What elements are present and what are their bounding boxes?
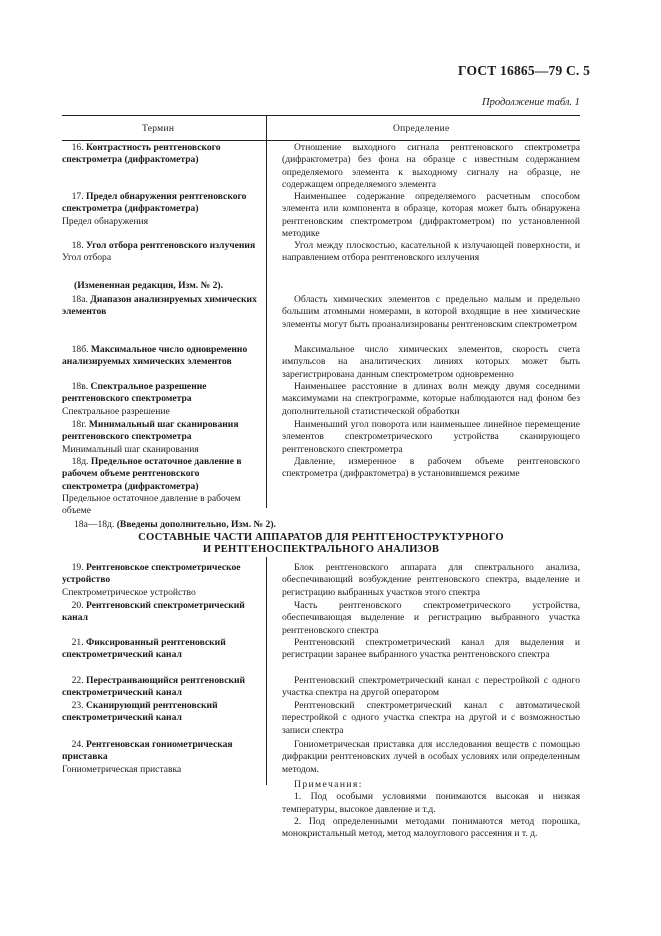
term-19: 19. Рентгеновское спектрометрическое устройство Спектрометрическое устройство <box>62 562 260 599</box>
column-divider-lower <box>266 557 267 785</box>
term-18v-name: Спектральное разрешение рентгеновского спектрометра <box>62 381 207 405</box>
added-note-text: (Введены дополнительно, Изм. № 2). <box>116 519 276 530</box>
term-17-name: Предел обнаружения рентгеновского спектрометра (дифрактометра) <box>62 191 247 215</box>
term-18-name: Угол отбора рентгеновского излучения <box>86 240 256 251</box>
term-19-name: Рентгеновское спектрометрическое устройство <box>62 562 241 586</box>
section-title-line-2: И РЕНТГЕНОСПЕКТРАЛЬНОГО АНАЛИЗОВ <box>202 544 440 555</box>
term-24: 24. Рентгеновская гониометрическая приставка Гониометрическая приставка <box>62 739 260 776</box>
term-23-name: Сканирующий рентгеновский спектрометрический канал <box>62 700 218 724</box>
term-17-short: Предел обнаружения <box>62 215 149 227</box>
table-top-rule <box>62 115 580 116</box>
table-continuation-label: Продолжение табл. 1 <box>482 97 580 108</box>
column-header-definition: Определение <box>393 124 450 134</box>
column-divider-upper <box>266 115 267 508</box>
term-22: 22. Перестраивающийся рентгеновский спектрометрический канал <box>62 675 246 699</box>
added-note-range: 18а—18д. <box>74 519 115 530</box>
section-title-line-1: СОСТАВНЫЕ ЧАСТИ АППАРАТОВ ДЛЯ РЕНТГЕНОСТРУКТУРНОГО <box>138 532 504 543</box>
term-21-name: Фиксированный рентгеновский спектрометрический канал <box>62 637 226 661</box>
term-21: 21. Фиксированный рентгеновский спектрометрический канал <box>62 637 226 661</box>
edit-note: (Измененная редакция, Изм. № 2). <box>74 280 224 291</box>
column-header-term: Термин <box>142 124 175 134</box>
term-24-name: Рентгеновская гониометрическая приставка <box>62 739 233 763</box>
term-18-short: Угол отбора <box>62 252 112 264</box>
note-1: 1. Под особыми условиями понимаются высокая и низкая температуры, высокое давление и т.д. <box>282 791 580 815</box>
term-16-name: Контрастность рентгеновского спектрометра (дифрактометра) <box>62 142 221 166</box>
term-18v: 18в. Спектральное разрешение рентгеновского спектрометра Спектральное разрешение <box>62 381 260 418</box>
definition-18g: Наименьший угол поворота или наименьшее линейное перемещение элементов спектрометрического устройства сканирующего рентгеновского спектрометра <box>282 419 580 455</box>
term-18a-name: Диапазон анализируемых химических элементов <box>62 294 257 318</box>
term-20: 20. Рентгеновский спектрометрический канал <box>62 600 245 624</box>
notes-heading: Примечания: <box>294 779 363 790</box>
term-18v-short: Спектральное разрешение <box>62 405 170 417</box>
table-header-rule <box>62 140 580 141</box>
term-18g-name: Минимальный шаг сканирования рентгеновского спектрометра <box>62 419 239 443</box>
definition-21: Рентгеновский спектрометрический канал для выделения и регистрации заранее выбранного участка рентгеновского спектра <box>282 637 580 661</box>
term-19-short: Спектрометрическое устройство <box>62 586 196 598</box>
definition-18a: Область химических элементов с предельно малым и предельно большим атомными номерами, в которой входящие в нее химические элементы могут быть проанализированы рентгеновским спектрометром <box>282 294 580 330</box>
definition-18: Угол между плоскостью, касательной к излучающей поверхности, и направлением отбора рентгеновского излучения <box>282 240 580 264</box>
term-18d: 18д. Предельное остаточное давление в рабочем объеме рентгеновского спектрометра (дифрактометра) Предельное остаточное давление в рабочем объеме <box>62 456 260 517</box>
notes <box>282 779 580 840</box>
definition-17: Наименьшее содержание определяемого расчетным способом элемента или компонента в образце, которая может быть обнаружена рентгеновским спектрометром (дифрактометром) по установленной методике <box>282 191 580 239</box>
definition-22: Рентгеновский спектрометрический канал с перестройкой с одного участка спектра на другой оператором <box>282 675 580 699</box>
term-18g-short: Минимальный шаг сканирования <box>62 443 199 455</box>
definition-23: Рентгеновский спектрометрический канал с автоматической перестройкой с одного участка спектра на другой и с возможностью записи спектра <box>282 700 580 736</box>
note-2: 2. Под определенными методами понимаются метод порошка, монокристальный метод, метод малоуглового рассеяния и т. д. <box>282 815 580 840</box>
document-id: ГОСТ 16865—79 С. 5 <box>458 63 591 78</box>
term-18d-name: Предельное остаточное давление в рабочем объеме рентгеновского спектрометра (дифрактометра) <box>62 456 242 492</box>
definition-18b: Максимальное число химических элементов, скорость счета импульсов на аналитических линиях которых может быть зарегистрирована данным спектрометром одновременно <box>282 344 580 380</box>
definition-19: Блок рентгеновского аппарата для спектрального анализа, обеспечивающий возбуждение рентгеновского спектра, выделение и регистрацию выбранных участков этого спектра <box>282 562 580 598</box>
definition-18d: Давление, измеренное в рабочем объеме рентгеновского спектрометра (дифрактометра) в установившемся режиме <box>282 456 580 480</box>
term-18a: 18а. Диапазон анализируемых химических элементов <box>62 294 257 318</box>
term-18g: 18г. Минимальный шаг сканирования рентгеновского спектрометра Минимальный шаг сканирования <box>62 419 260 456</box>
definition-20: Часть рентгеновского спектрометрического устройства, обеспечивающая выделение и регистрацию выбранного участка рентгеновского спектра <box>282 600 580 636</box>
term-18d-short: Предельное остаточное давление в рабочем объеме <box>62 492 241 517</box>
added-note <box>74 519 276 531</box>
definition-16: Отношение выходного сигнала рентгеновского спектрометра (дифрактометра) без фона на образце с известным содержанием определяемого элемента к выходному сигналу на образце, не содержащем определяемого элемента <box>282 142 580 190</box>
term-18b-name: Максимальное число одновременно анализируемых химических элементов <box>62 344 248 368</box>
term-16: 16. Контрастность рентгеновского спектрометра (дифрактометра) <box>62 142 221 166</box>
term-18: 18. Угол отбора рентгеновского излучения Угол отбора <box>62 240 260 265</box>
term-18b: 18б. Максимальное число одновременно анализируемых химических элементов <box>62 344 248 368</box>
definition-18v: Наименьшее расстояние в длинах волн между двумя соседними максимумами на спектрограмме, которые наблюдаются над фоном без дополнительной статистической обработки <box>282 381 580 417</box>
term-24-short: Гониометрическая приставка <box>62 763 182 775</box>
term-22-name: Перестраивающийся рентгеновский спектрометрический канал <box>62 675 246 699</box>
definition-24: Гониометрическая приставка для исследования веществ с помощью дифракции рентгеновских лучей в особых условиях или определенным методом. <box>282 739 580 775</box>
term-17: 17. Предел обнаружения рентгеновского спектрометра (дифрактометра) Предел обнаружения <box>62 191 260 228</box>
term-20-name: Рентгеновский спектрометрический канал <box>62 600 245 624</box>
term-23: 23. Сканирующий рентгеновский спектрометрический канал <box>62 700 218 724</box>
